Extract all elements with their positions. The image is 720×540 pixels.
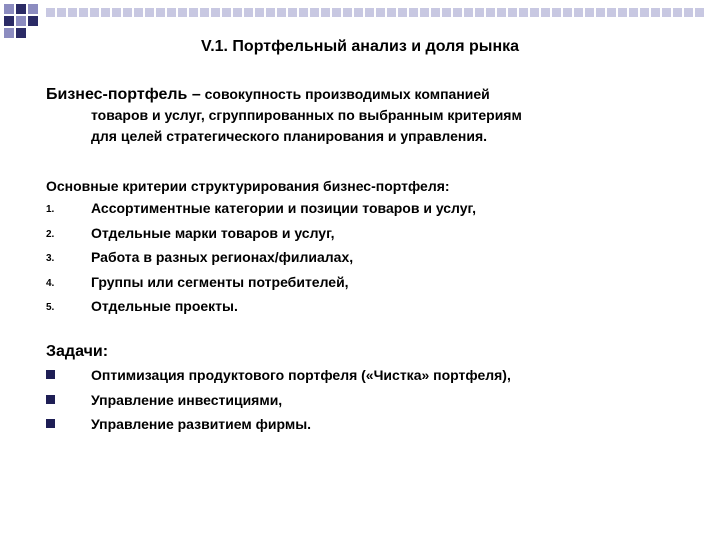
list-number: 2. [46,228,55,240]
square-bullet-icon [46,395,55,404]
definition-paragraph [46,84,686,147]
list-item [46,274,686,299]
list-number: 3. [46,253,55,264]
definition-text-1: совокупность производимых компанией [200,86,490,102]
decor-square [16,4,26,14]
decor-square [4,16,14,26]
definition-line-1 [46,84,686,105]
list-item-text: Оптимизация продуктового портфеля («Чистка» портфеля), [91,367,511,383]
list-item-text: Работа в разных регионах/филиалах, [91,249,354,265]
decor-square [28,16,38,26]
list-item-text: Ассортиментные категории и позиции товаров и услуг, [91,200,477,216]
square-bullet-icon [46,419,55,428]
slide-title: V.1. Портфельный анализ и доля рынка [200,38,520,55]
list-number: 5. [46,302,55,313]
list-item [46,225,686,250]
definition-text-2: товаров и услуг, сгруппированных по выбранным критериям [91,107,522,123]
list-item-text: Управление инвестициями, [91,391,283,408]
list-item [46,200,686,225]
definition-term: Бизнес-портфель – [46,86,201,103]
list-item-text: Отдельные проекты. [91,298,238,314]
list-item [46,298,686,323]
list-item-text: Группы или сегменты потребителей, [91,273,349,290]
list-item [46,367,686,392]
decor-square [28,4,38,14]
decor-square [4,28,14,38]
list-number: 1. [46,204,55,215]
decor-square [16,16,26,26]
definition-text-3: для целей стратегического планирования и управления. [91,128,488,144]
tasks-list [46,367,686,441]
list-item [46,249,686,274]
decor-square [4,4,14,14]
criteria-heading: Основные критерии структурирования бизнес-портфеля: [46,178,450,194]
decor-square [16,28,26,38]
list-item [46,392,686,417]
square-bullet-icon [46,370,55,379]
list-item-text: Управление развитием фирмы. [91,416,312,432]
list-item [46,416,686,441]
criteria-list [46,200,686,323]
tasks-heading: Задачи: [46,343,109,360]
list-item-text: Отдельные марки товаров и услуг, [91,224,335,241]
decor-top-bar [46,8,720,18]
list-number: 4. [46,277,55,289]
